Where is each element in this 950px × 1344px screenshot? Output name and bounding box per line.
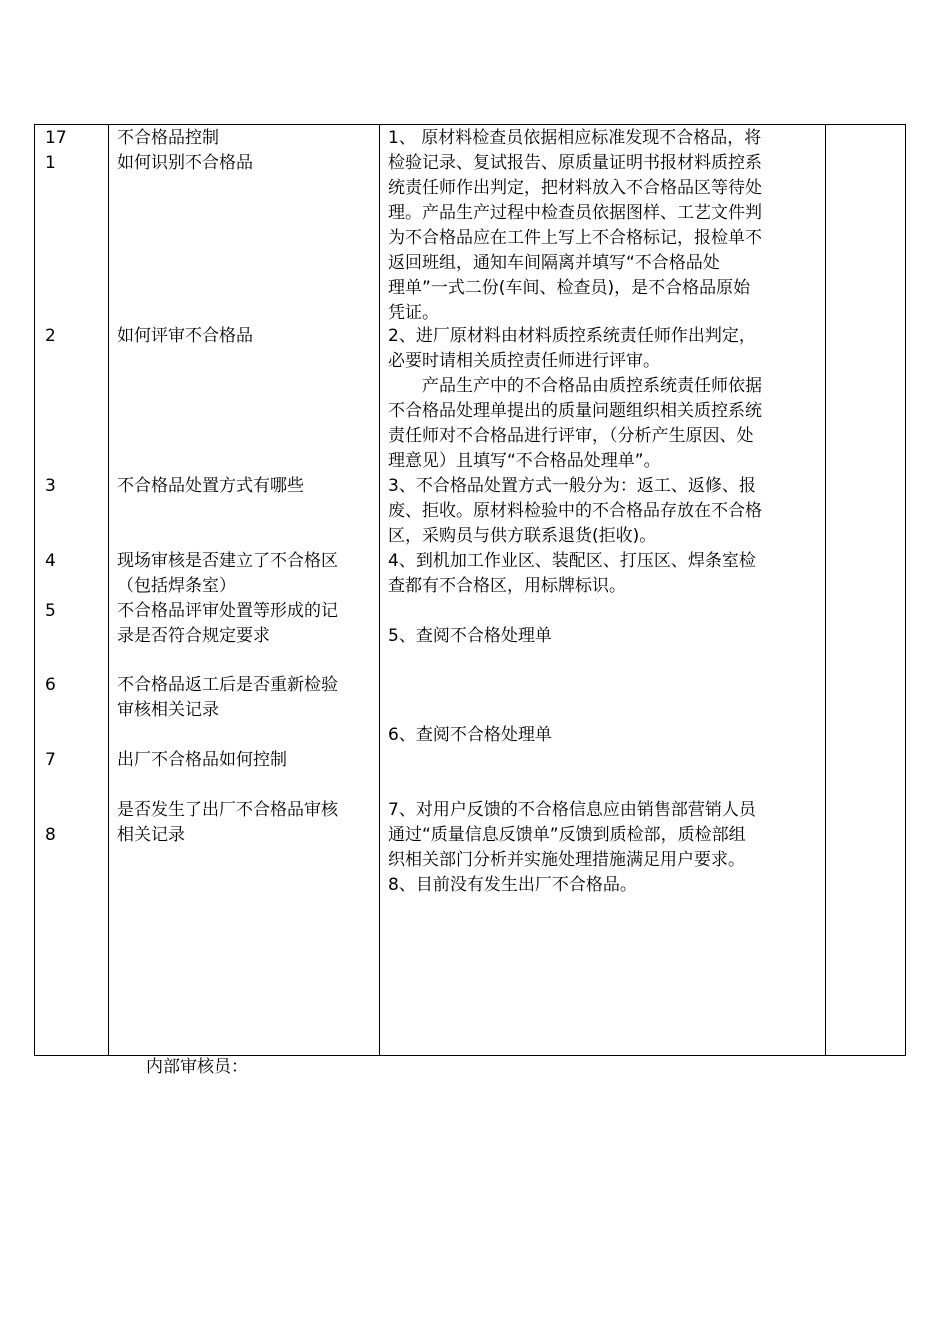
audit-item: 出厂不合格品如何控制 bbox=[117, 750, 287, 770]
answer-line: 织相关部门分析并实施处理措施满足用户要求。 bbox=[388, 850, 745, 870]
audit-item: 是否发生了出厂不合格品审核 bbox=[117, 800, 338, 820]
audit-item: 审核相关记录 bbox=[117, 700, 219, 720]
answer-line: 理单”一式二份(车间、检查员)，是不合格品原始 bbox=[388, 278, 751, 298]
audit-item: 如何评审不合格品 bbox=[117, 326, 253, 346]
audit-item: 不合格品处置方式有哪些 bbox=[117, 476, 304, 496]
answer-line: 通过“质量信息反馈单”反馈到质检部，质检部组 bbox=[388, 825, 746, 845]
answer-6: 6、查阅不合格处理单 bbox=[388, 725, 552, 745]
row-number: 8 bbox=[45, 825, 56, 845]
answer-line: 检验记录、复试报告、原质量证明书报材料质控系 bbox=[388, 153, 762, 173]
answer-3 bbox=[388, 474, 818, 549]
audit-item: 不合格品返工后是否重新检验 bbox=[117, 675, 338, 695]
row-number: 1 bbox=[45, 153, 56, 173]
answer-line: 区，采购员与供方联系退货(拒收)。 bbox=[388, 526, 657, 546]
answer-line: 返回班组，通知车间隔离并填写“不合格品处 bbox=[388, 253, 720, 273]
answer-5: 5、查阅不合格处理单 bbox=[388, 626, 552, 646]
answer-line: 必要时请相关质控责任师进行评审。 bbox=[388, 351, 660, 371]
answer-line: 理。产品生产过程中检查员依据图样、工艺文件判 bbox=[388, 203, 762, 223]
row-number: 5 bbox=[45, 601, 56, 621]
audit-checklist-table bbox=[34, 124, 906, 1056]
column-divider bbox=[825, 125, 826, 1055]
answer-line: 为不合格品应在工件上写上不合格标记，报检单不 bbox=[388, 228, 762, 248]
answer-7 bbox=[388, 798, 818, 873]
row-number: 2 bbox=[45, 326, 56, 346]
answer-4 bbox=[388, 549, 818, 599]
row-number: 7 bbox=[45, 750, 56, 770]
row-number: 3 bbox=[45, 476, 56, 496]
answer-line: 不合格品处理单提出的质量问题组织相关质控系统 bbox=[388, 401, 762, 421]
section-title: 不合格品控制 bbox=[117, 128, 219, 148]
answer-line: 3、不合格品处置方式一般分为：返工、返修、报 bbox=[388, 476, 756, 496]
answer-line: 1、 原材料检查员依据相应标准发现不合格品，将 bbox=[388, 128, 762, 148]
audit-item: 如何识别不合格品 bbox=[117, 153, 253, 173]
audit-item: 现场审核是否建立了不合格区 bbox=[117, 551, 338, 571]
answer-line: 废、拒收。原材料检验中的不合格品存放在不合格 bbox=[388, 501, 762, 521]
answer-line: 凭证。 bbox=[388, 303, 439, 323]
row-number: 4 bbox=[45, 551, 56, 571]
answer-line: 查都有不合格区，用标牌标识。 bbox=[388, 576, 626, 596]
answer-line: 7、对用户反馈的不合格信息应由销售部营销人员 bbox=[388, 800, 756, 820]
column-divider bbox=[379, 125, 380, 1055]
answer-line: 责任师对不合格品进行评审，（分析产生原因、处 bbox=[388, 426, 754, 446]
answer-line: 2、进厂原材料由材料质控系统责任师作出判定， bbox=[388, 326, 756, 346]
row-number: 6 bbox=[45, 675, 56, 695]
answer-line: 4、到机加工作业区、装配区、打压区、焊条室检 bbox=[388, 551, 756, 571]
answer-line: 产品生产中的不合格品由质控系统责任师依据 bbox=[422, 376, 762, 396]
answer-line: 理意见）且填写“不合格品处理单”。 bbox=[388, 451, 661, 471]
column-divider bbox=[108, 125, 109, 1055]
answer-8: 8、目前没有发生出厂不合格品。 bbox=[388, 875, 637, 895]
audit-item: 相关记录 bbox=[117, 825, 185, 845]
internal-auditor-label: 内部审核员： bbox=[146, 1057, 248, 1077]
row-number: 17 bbox=[45, 128, 67, 148]
audit-item: 录是否符合规定要求 bbox=[117, 626, 270, 646]
answer-line: 统责任师作出判定，把材料放入不合格品区等待处 bbox=[388, 178, 762, 198]
audit-item: （包括焊条室） bbox=[117, 576, 236, 596]
answer-1 bbox=[388, 126, 818, 326]
answer-2 bbox=[388, 324, 818, 474]
audit-item: 不合格品评审处置等形成的记 bbox=[117, 601, 338, 621]
